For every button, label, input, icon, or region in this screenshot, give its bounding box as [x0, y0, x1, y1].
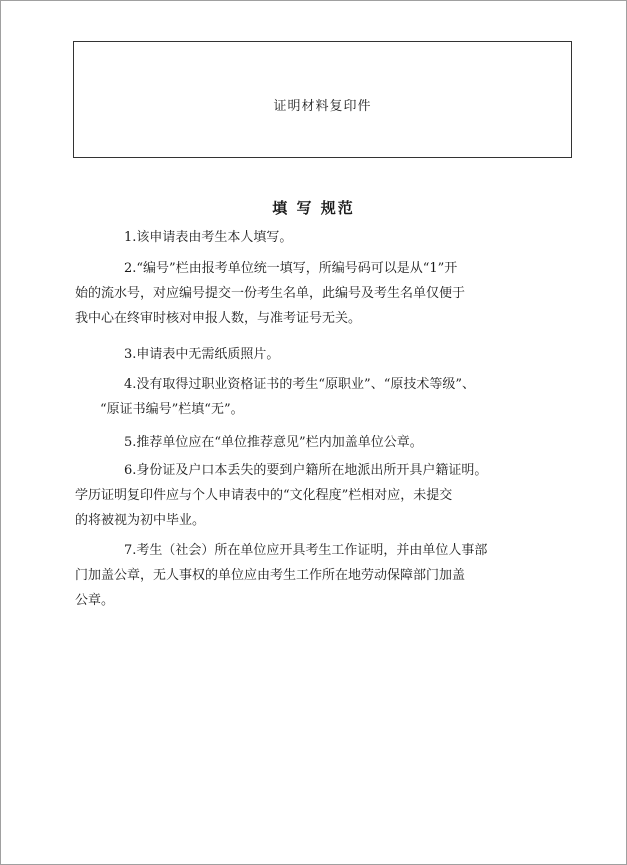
- rule-item-2: [75, 256, 540, 331]
- rule-item-7: [75, 538, 540, 613]
- rule-line: 2.“编号”栏由报考单位统一填写，所编号码可以是从“1”开: [124, 261, 458, 276]
- rule-line: 学历证明复印件应与个人申请表中的“文化程度”栏相对应，未提交: [75, 488, 453, 503]
- attachment-box: [73, 41, 572, 158]
- rule-item-3: [100, 342, 540, 367]
- rule-line: “原证书编号”栏填“无”。: [100, 402, 244, 417]
- rule-item-6: [75, 458, 540, 533]
- rule-line: 5.推荐单位应在“单位推荐意见”栏内加盖单位公章。: [124, 435, 423, 450]
- rule-line: 4.没有取得过职业资格证书的考生“原职业”、“原技术等级”、: [124, 377, 475, 392]
- rule-line: 1.该申请表由考生本人填写。: [124, 230, 293, 245]
- rule-item-1: [100, 225, 540, 250]
- rule-line: 7.考生（社会）所在单位应开具考生工作证明，并由单位人事部: [124, 543, 488, 558]
- attachment-box-label: 证明材料复印件: [273, 99, 372, 114]
- rule-line: 我中心在终审时核对申报人数，与准考证号无关。: [75, 311, 362, 326]
- rule-line: 的将被视为初中毕业。: [75, 513, 206, 528]
- rule-line: 公章。: [75, 593, 115, 608]
- rule-item-4: [100, 372, 540, 422]
- rule-item-5: [100, 430, 540, 455]
- rule-line: 门加盖公章，无人事权的单位应由考生工作所在地劳动保障部门加盖: [75, 568, 466, 583]
- rule-line: 6.身份证及户口本丢失的要到户籍所在地派出所开具户籍证明。: [124, 463, 488, 478]
- rule-line: 3.申请表中无需纸质照片。: [124, 347, 280, 362]
- rule-line: 始的流水号，对应编号提交一份考生名单，此编号及考生名单仅便于: [75, 286, 466, 301]
- section-heading: 填 写 规范: [272, 199, 355, 217]
